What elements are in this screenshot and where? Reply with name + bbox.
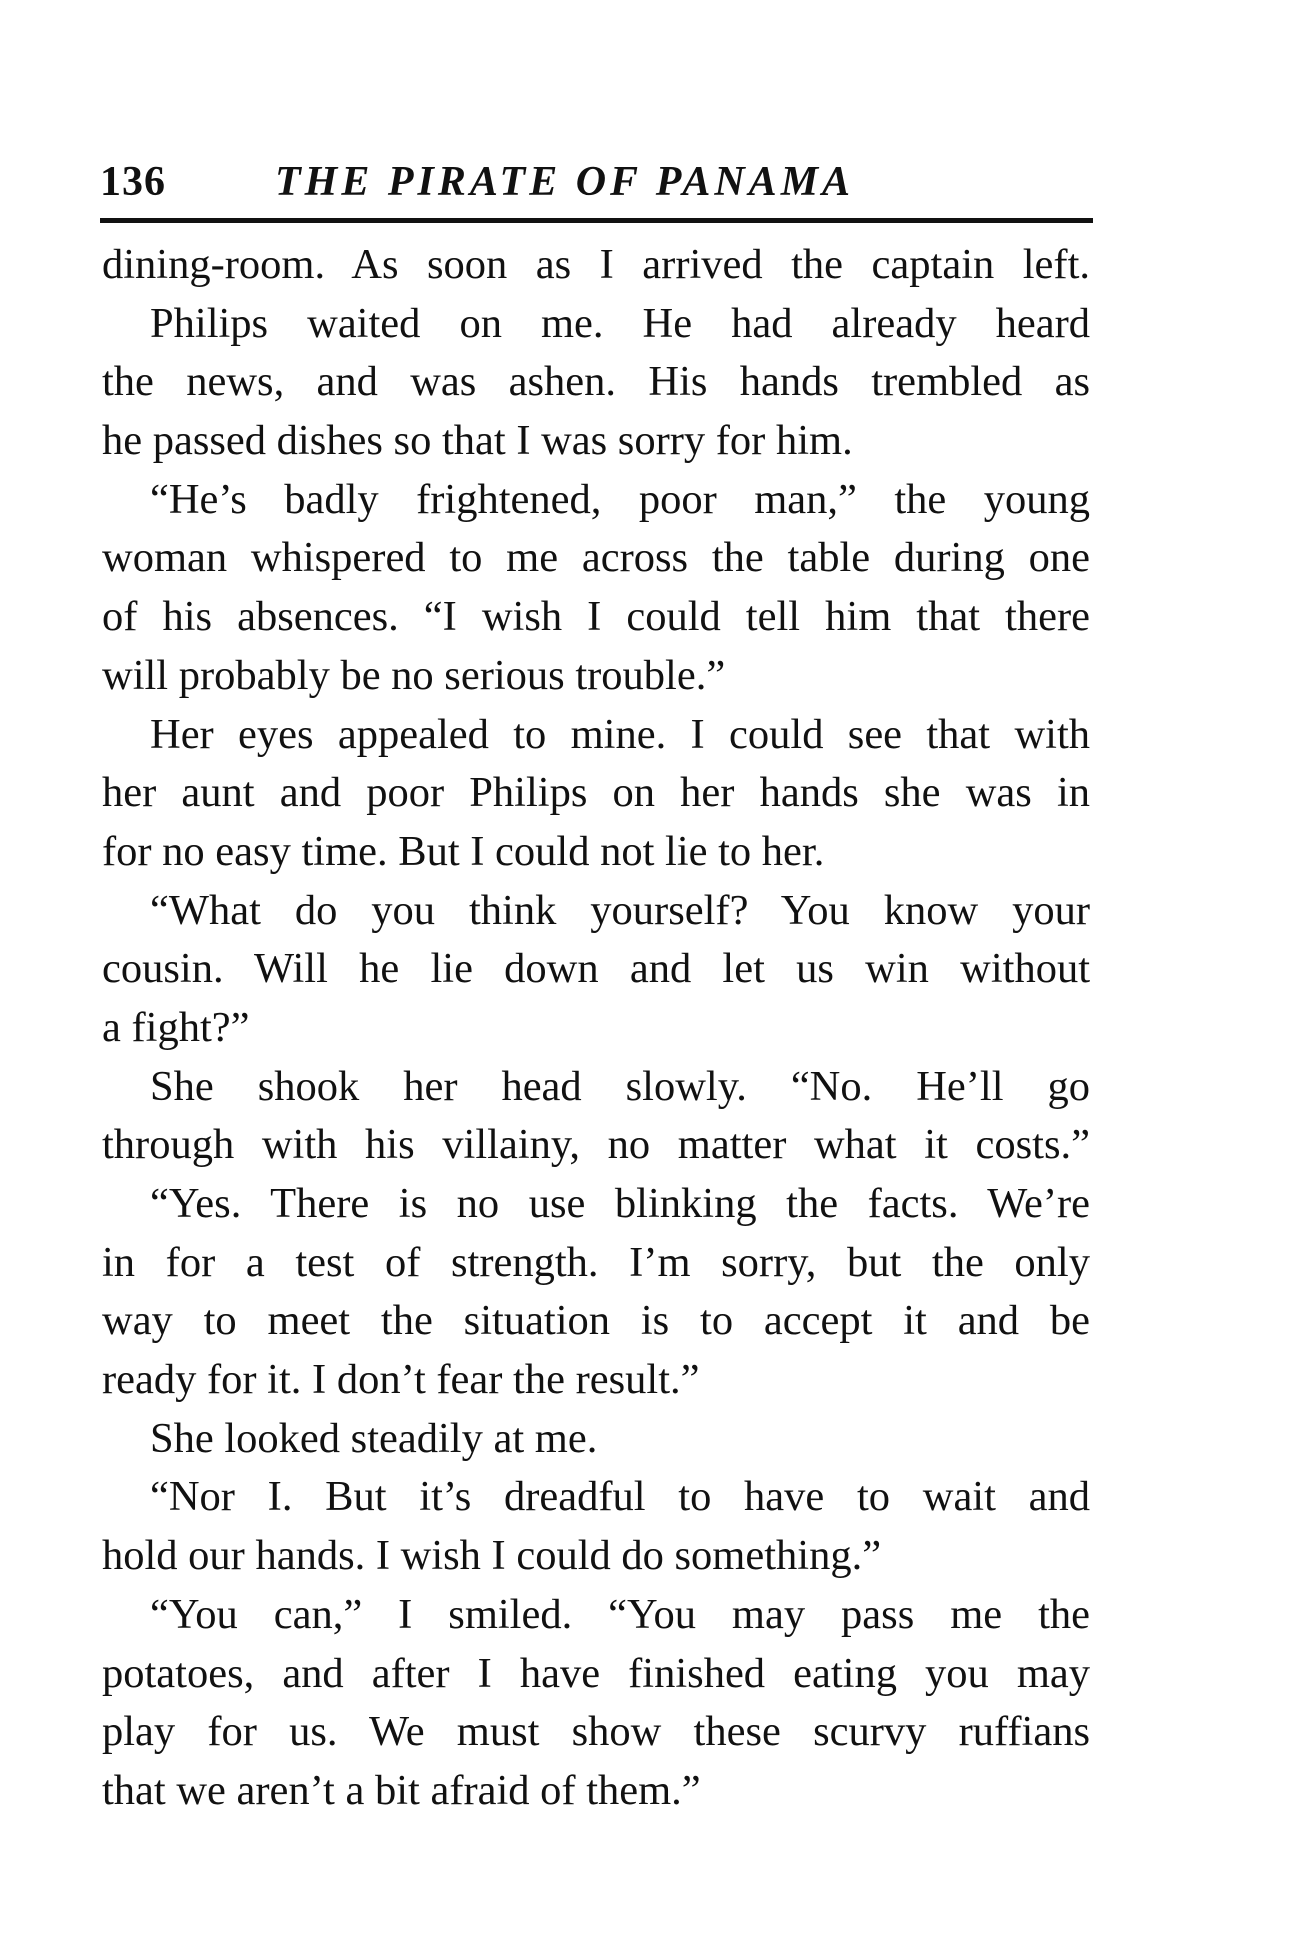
page-number: 136 xyxy=(100,159,166,205)
running-title: THE PIRATE OF PANAMA xyxy=(275,159,855,205)
text-line: “He’s badly frightened, poor man,” the young xyxy=(150,475,1090,523)
text-line: “Nor I. But it’s dreadful to have to wait and xyxy=(150,1473,1090,1521)
text-line: potatoes, and after I have finished eating you may xyxy=(102,1649,1090,1697)
text-line: ready for it. I don’t fear the result.” xyxy=(102,1356,700,1404)
page-header xyxy=(100,158,1093,218)
text-line: Her eyes appealed to mine. I could see that with xyxy=(150,710,1090,758)
text-line: hold our hands. I wish I could do something.” xyxy=(102,1532,882,1580)
text-line: of his absences. “I wish I could tell him that there xyxy=(102,593,1090,641)
text-line: dining-room. As soon as I arrived the captain left. xyxy=(102,241,1090,288)
text-line: Philips waited on me. He had already heard xyxy=(150,299,1090,347)
text-line: through with his villainy, no matter what it costs.” xyxy=(102,1121,1090,1169)
text-line: “Yes. There is no use blinking the facts. We’re xyxy=(150,1180,1090,1227)
text-line: “You can,” I smiled. “You may pass me the xyxy=(150,1590,1090,1638)
text-line: woman whispered to me across the table during one xyxy=(102,534,1090,582)
text-line: in for a test of strength. I’m sorry, but the only xyxy=(102,1238,1090,1286)
text-line: play for us. We must show these scurvy ruffians xyxy=(102,1708,1090,1756)
body-text xyxy=(102,236,1090,1821)
text-line: a fight?” xyxy=(102,1003,250,1051)
text-line: way to meet the situation is to accept it and be xyxy=(102,1297,1090,1345)
text-line: her aunt and poor Philips on her hands she was in xyxy=(102,769,1090,817)
text-line: the news, and was ashen. His hands trembled as xyxy=(102,358,1090,406)
header-rule xyxy=(100,218,1093,223)
text-line: he passed dishes so that I was sorry for him. xyxy=(102,417,853,465)
text-line: for no easy time. But I could not lie to her. xyxy=(102,827,825,875)
text-line: that we aren’t a bit afraid of them.” xyxy=(102,1766,701,1814)
text-line: She shook her head slowly. “No. He’ll go xyxy=(150,1062,1090,1110)
text-line: “What do you think yourself? You know your xyxy=(150,886,1090,934)
text-line: She looked steadily at me. xyxy=(150,1414,598,1462)
text-line: cousin. Will he lie down and let us win without xyxy=(102,945,1090,993)
text-line: will probably be no serious trouble.” xyxy=(102,651,726,699)
